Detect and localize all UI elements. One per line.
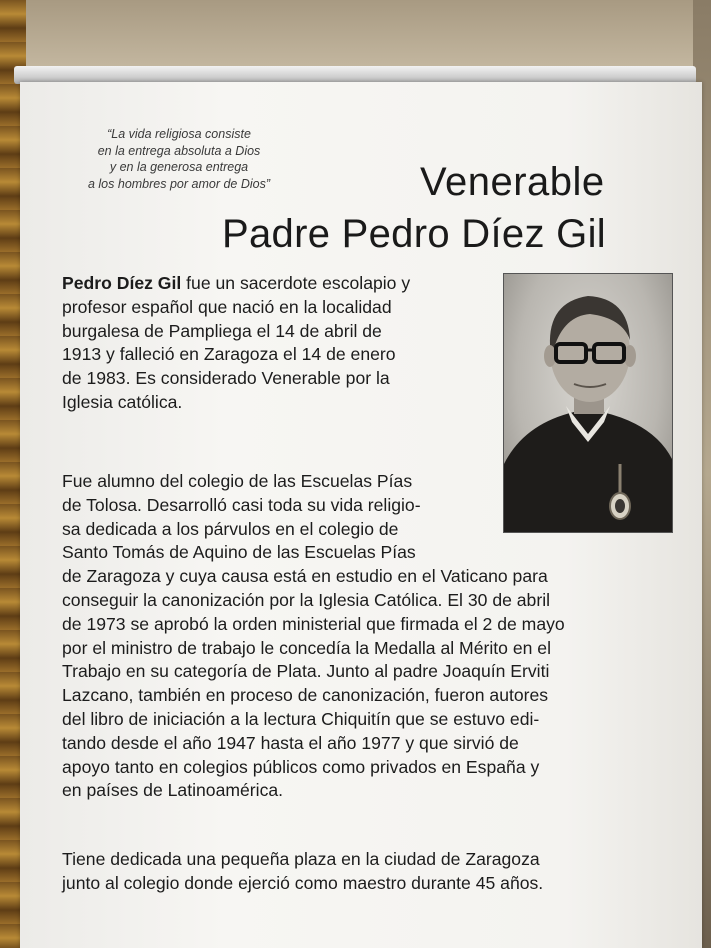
quote-line: a los hombres por amor de Dios” (87, 176, 271, 191)
first-line-rest: fue un sacerdote escolapio y (181, 273, 411, 293)
paragraph-line: 1913 y falleció en Zaragoza el 14 de enero (62, 344, 396, 365)
paragraph-line: burgalesa de Pampliega el 14 de abril de (62, 320, 382, 341)
paragraph-line: de Tolosa. Desarrolló casi toda su vida religio- (62, 494, 421, 515)
title-name: Padre Pedro Díez Gil (222, 212, 606, 256)
paragraph-plaza (62, 848, 543, 896)
paragraph-line: conseguir la canonización por la Iglesia Católica. El 30 de abril (62, 589, 551, 610)
paragraph-line: por el ministro de trabajo le concedía la Medalla al Mérito en el (62, 637, 551, 658)
paragraph-line: Lazcano, también en proceso de canonización, fueron autores (62, 685, 549, 706)
quote (70, 126, 288, 192)
paragraph-line: tando desde el año 1947 hasta el año 1977 y que sirvió de (62, 732, 519, 753)
portrait-photo (503, 273, 673, 533)
paragraph-line: junto al colegio donde ejerció como maestro durante 45 años. (62, 872, 544, 893)
paragraph-line: Trabajo en su categoría de Plata. Junto al padre Joaquín Erviti (62, 661, 550, 682)
paragraph-line: Iglesia católica. (62, 391, 183, 412)
paragraph-line: profesor español que nació en la localidad (62, 296, 392, 317)
portrait-illustration (504, 274, 672, 532)
quote-line: en la entrega absoluta a Dios (97, 143, 261, 158)
paragraph-line: Fue alumno del colegio de las Escuelas Pías (62, 471, 413, 491)
paragraph-line: Santo Tomás de Aquino de las Escuelas Pías (62, 542, 416, 563)
paragraph-bio (62, 272, 410, 415)
paragraph-line: de 1973 se aprobó la orden ministerial que firmada el 2 de mayo (62, 613, 565, 634)
paragraph-line: de Zaragoza y cuya causa está en estudio en el Vaticano para (62, 566, 548, 587)
bold-name: Pedro Díez Gil (62, 273, 182, 293)
paragraph-line (62, 272, 410, 296)
paragraph-line: de 1983. Es considerado Venerable por la (62, 368, 390, 389)
paragraph-life (62, 470, 565, 803)
title-venerable: Venerable (420, 160, 605, 204)
paragraph-line: Tiene dedicada una pequeña plaza en la ciudad de Zaragoza (62, 849, 540, 869)
paragraph-line: en países de Latinoamérica. (62, 780, 284, 801)
paragraph-line: apoyo tanto en colegios públicos como privados en España y (62, 756, 540, 777)
paragraph-line: del libro de iniciación a la lectura Chiquitín que se estuvo edi- (62, 708, 540, 729)
quote-line: “La vida religiosa consiste (107, 127, 251, 141)
paragraph-line: sa dedicada a los párvulos en el colegio de (62, 518, 399, 539)
quote-line: y en la generosa entrega (109, 160, 249, 174)
